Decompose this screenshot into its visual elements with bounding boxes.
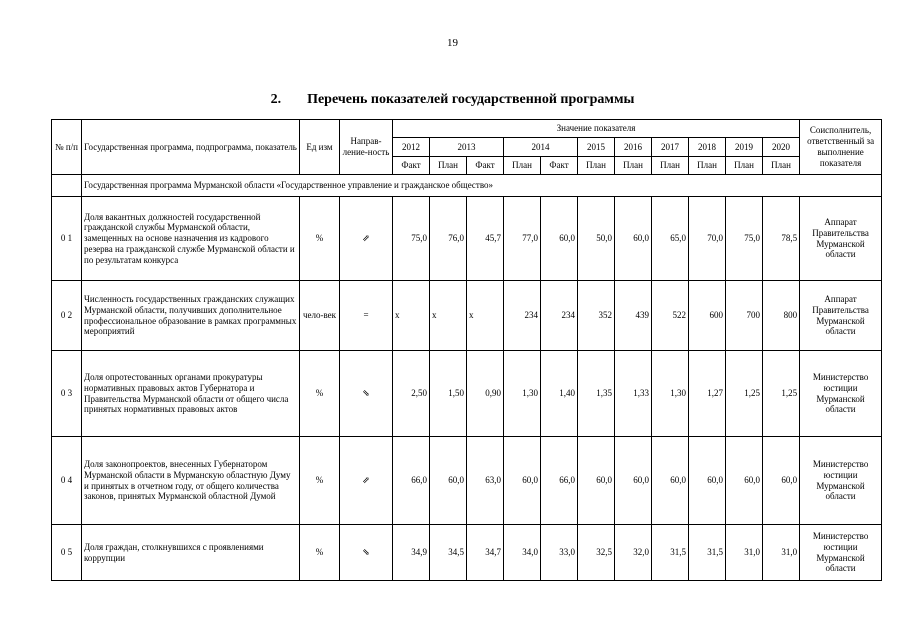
header-responsible: Соисполнитель, ответственный за выполнение показателя [800,120,882,175]
row-value: 76,0 [430,197,467,281]
row-value: 522 [652,281,689,351]
row-responsible: Министерство юстиции Мурманской области [800,351,882,437]
arrow-down-icon: ⇘ [362,388,370,399]
header-num: № п/п [52,120,82,175]
row-value: 60,0 [689,437,726,525]
header-kind: План [615,157,652,175]
row-value: 1,35 [578,351,615,437]
program-row: Государственная программа Мурманской области «Государственное управление и гражданское общество» [82,175,882,197]
header-year: 2019 [726,138,763,157]
row-unit: чело-век [300,281,340,351]
header-year: 2016 [615,138,652,157]
row-value: 234 [541,281,578,351]
page-number: 19 [447,37,458,49]
row-value: 1,25 [726,351,763,437]
row-value: 60,0 [763,437,800,525]
row-value: x [467,281,504,351]
row-value: 700 [726,281,763,351]
row-name: Численность государственных гражданских служащих Мурманской области, получивших дополнительное профессиональное образование в рамках программных мероприятий [82,281,300,351]
row-value: 1,33 [615,351,652,437]
row-value: 1,30 [652,351,689,437]
row-value: 77,0 [504,197,541,281]
row-value: 1,50 [430,351,467,437]
row-value: 34,9 [393,525,430,581]
table-row [52,197,882,281]
header-year: 2014 [504,138,578,157]
row-value: 45,7 [467,197,504,281]
row-direction [340,281,393,351]
header-kind: Факт [393,157,430,175]
row-responsible: Аппарат Правительства Мурманской области [800,281,882,351]
header-unit: Ед изм [300,120,340,175]
row-name: Доля опротестованных органами прокуратуры нормативных правовых актов Губернатора и Правительства Мурманской области от общего числа принятых нормативных правовых актов [82,351,300,437]
row-direction [340,197,393,281]
row-value: 1,25 [763,351,800,437]
header-year: 2012 [393,138,430,157]
arrow-up-icon: ⇗ [362,233,370,244]
row-value: 60,0 [615,197,652,281]
row-value: 352 [578,281,615,351]
row-value: 1,27 [689,351,726,437]
row-num: 0 3 [52,351,82,437]
row-value: 60,0 [578,437,615,525]
header-value-group: Значение показателя [393,120,800,138]
arrow-down-icon: ⇘ [362,547,370,558]
header-kind: План [504,157,541,175]
header-kind: Факт [467,157,504,175]
table-row [52,351,882,437]
row-value: 1,30 [504,351,541,437]
row-value: 34,5 [430,525,467,581]
row-num: 0 4 [52,437,82,525]
row-unit: % [300,197,340,281]
row-value: 800 [763,281,800,351]
row-value: 66,0 [541,437,578,525]
row-num: 0 2 [52,281,82,351]
table-row [52,525,882,581]
row-value: 600 [689,281,726,351]
indicators-table [51,119,882,581]
row-num: 0 1 [52,197,82,281]
row-value: 60,0 [652,437,689,525]
row-value: 60,0 [615,437,652,525]
header-kind: План [578,157,615,175]
row-value: 2,50 [393,351,430,437]
row-value: 439 [615,281,652,351]
row-value: x [393,281,430,351]
section-number: 2. [270,92,282,107]
row-value: 1,40 [541,351,578,437]
row-value: 31,5 [689,525,726,581]
header-year: 2018 [689,138,726,157]
row-value: 60,0 [504,437,541,525]
row-value: 32,5 [578,525,615,581]
row-unit: % [300,525,340,581]
row-value: 65,0 [652,197,689,281]
row-value: 78,5 [763,197,800,281]
row-value: 66,0 [393,437,430,525]
row-value: 75,0 [393,197,430,281]
row-value: 75,0 [726,197,763,281]
row-responsible: Министерство юстиции Мурманской области [800,525,882,581]
header-name: Государственная программа, подпрограмма, показатель [82,120,300,175]
row-value: 60,0 [541,197,578,281]
row-value: 31,5 [652,525,689,581]
header-year: 2013 [430,138,504,157]
row-value: 234 [504,281,541,351]
header-year: 2017 [652,138,689,157]
row-responsible: Аппарат Правительства Мурманской области [800,197,882,281]
row-value: 63,0 [467,437,504,525]
header-kind: План [689,157,726,175]
row-unit: % [300,437,340,525]
header-kind: Факт [541,157,578,175]
row-num: 0 5 [52,525,82,581]
row-value: 0,90 [467,351,504,437]
row-value: 34,7 [467,525,504,581]
header-kind: План [652,157,689,175]
header-kind: План [726,157,763,175]
row-value: 34,0 [504,525,541,581]
row-value: 31,0 [726,525,763,581]
row-value: 32,0 [615,525,652,581]
arrow-up-icon: ⇗ [362,475,370,486]
section-title-text: Перечень показателей государственной программы [307,92,635,107]
header-direction: Направ-ление-ность [340,120,393,175]
row-value: 70,0 [689,197,726,281]
equals-icon: = [363,310,369,321]
row-responsible: Министерство юстиции Мурманской области [800,437,882,525]
row-value: 50,0 [578,197,615,281]
row-unit: % [300,351,340,437]
program-row-num-cell [52,175,82,197]
header-kind: План [763,157,800,175]
row-direction [340,351,393,437]
table-row [52,281,882,351]
row-value: 31,0 [763,525,800,581]
row-value: 60,0 [430,437,467,525]
header-kind: План [430,157,467,175]
section-title [0,92,905,108]
row-name: Доля законопроектов, внесенных Губернатором Мурманской области в Мурманскую областную Думу и принятых в отчетном году, от общего количества законов, принятых Мурманской областной Думой [82,437,300,525]
row-direction [340,525,393,581]
row-value: 33,0 [541,525,578,581]
row-name: Доля вакантных должностей государственной гражданской службы Мурманской области, замещенных на основе назначения из кадрового резерва на гражданской службе Мурманской области и по результатам конкурса [82,197,300,281]
row-value: 60,0 [726,437,763,525]
row-direction [340,437,393,525]
header-year: 2015 [578,138,615,157]
row-value: x [430,281,467,351]
row-name: Доля граждан, столкнувшихся с проявлениями коррупции [82,525,300,581]
table-row [52,437,882,525]
header-year: 2020 [763,138,800,157]
